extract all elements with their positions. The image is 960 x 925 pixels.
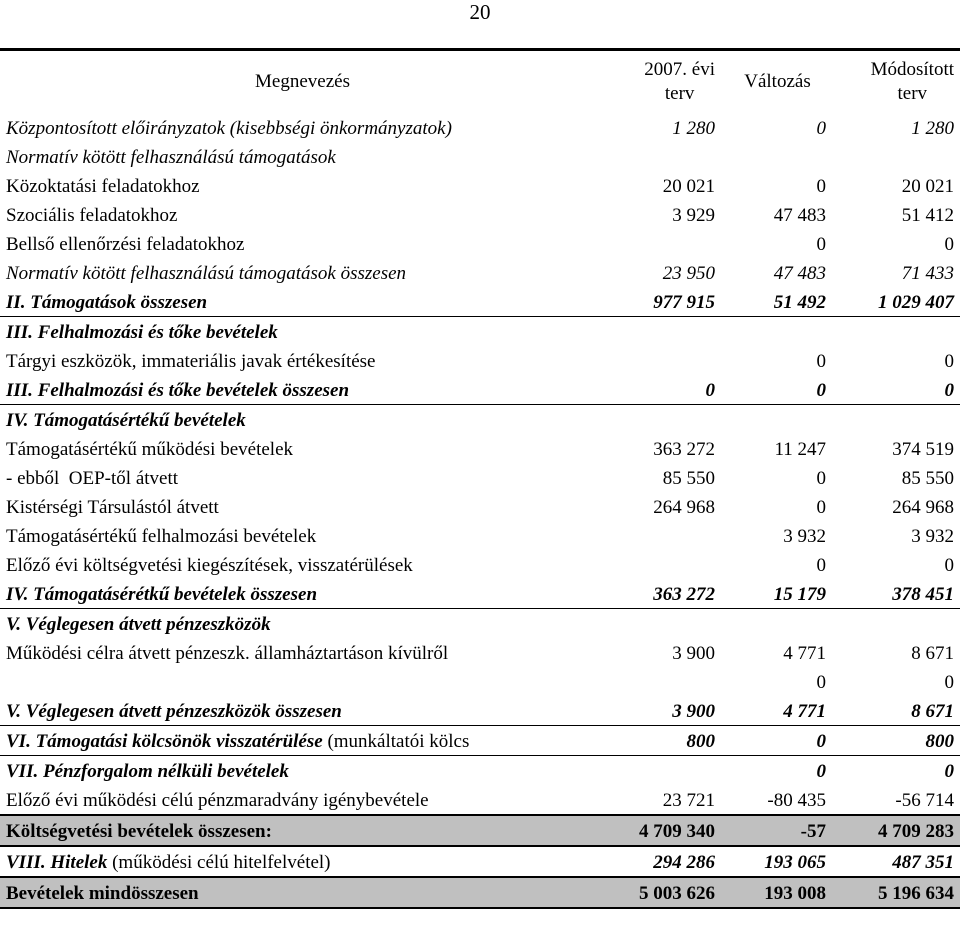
row-change: 0 — [816, 761, 826, 782]
row-name: IV. Támogatásérétkű bevételek összesen — [0, 579, 603, 609]
header-modified — [832, 50, 960, 114]
row-modified: 8 671 — [832, 696, 960, 726]
table-row — [0, 726, 960, 756]
row-name: Költségvetési bevételek összesen: — [0, 815, 603, 846]
table-row — [0, 609, 960, 639]
row-plan — [603, 667, 721, 696]
row-plan — [603, 317, 721, 347]
row-change: 0 — [816, 468, 826, 489]
table-row — [0, 785, 960, 815]
table-row — [0, 200, 960, 229]
header-name: Megnevezés — [0, 50, 603, 114]
row-name: Kistérségi Társulástól átvett — [6, 497, 219, 518]
header-modified-line1: Módosított — [870, 59, 954, 80]
row-plan: 800 — [603, 726, 721, 756]
table-row — [0, 877, 960, 908]
row-modified: 0 — [944, 234, 954, 255]
table-row — [0, 258, 960, 287]
header-plan-line2: terv — [664, 83, 695, 104]
row-modified: 8 671 — [911, 643, 954, 664]
header-plan — [603, 50, 721, 114]
table-row — [0, 815, 960, 846]
row-modified: 71 433 — [901, 263, 954, 284]
row-plan: 3 900 — [672, 643, 715, 664]
row-name-main: VI. Támogatási kölcsönök visszatérülése — [6, 731, 323, 752]
row-name-suffix: (működési célú hitelfelvétel) — [107, 852, 331, 873]
row-name: Előző évi költségvetési kiegészítések, visszatérülések — [6, 555, 413, 576]
table-row — [0, 171, 960, 200]
row-change: 0 — [816, 118, 826, 139]
row-modified: 4 709 283 — [832, 815, 960, 846]
row-change: 0 — [816, 234, 826, 255]
row-modified: 85 550 — [901, 468, 954, 489]
row-modified — [832, 317, 960, 347]
row-change: 0 — [816, 176, 826, 197]
table-row — [0, 405, 960, 435]
row-plan: 20 021 — [662, 176, 715, 197]
row-modified: 487 351 — [892, 852, 954, 873]
table-header-row — [0, 50, 960, 114]
row-plan: 363 272 — [603, 579, 721, 609]
row-name: Működési célra átvett pénzeszk. államháztartáson kívülről — [6, 643, 449, 664]
row-change: 3 932 — [783, 526, 826, 547]
row-plan — [603, 346, 721, 375]
row-change: 11 247 — [774, 439, 826, 460]
row-modified: 800 — [832, 726, 960, 756]
row-modified: 378 451 — [832, 579, 960, 609]
row-plan — [603, 521, 721, 550]
table-row — [0, 550, 960, 579]
row-change: 0 — [721, 726, 832, 756]
row-name: Bellső ellenőrzési feladatokhoz — [6, 234, 245, 255]
row-modified: 0 — [944, 555, 954, 576]
row-change: 15 179 — [721, 579, 832, 609]
row-change: 0 — [816, 672, 826, 693]
row-name: Támogatásértékű felhalmozási bevételek — [6, 526, 317, 547]
row-plan: 264 968 — [653, 497, 715, 518]
row-modified: 3 932 — [911, 526, 954, 547]
row-name: Közoktatási feladatokhoz — [6, 176, 200, 197]
row-change: 193 065 — [764, 852, 826, 873]
row-plan: 977 915 — [603, 287, 721, 317]
row-plan: 85 550 — [662, 468, 715, 489]
table-row — [0, 142, 960, 171]
row-name-suffix: (munkáltatói kölcs — [322, 731, 470, 752]
row-plan — [603, 229, 721, 258]
revenue-table — [0, 48, 960, 909]
row-plan — [603, 142, 721, 171]
table-row — [0, 521, 960, 550]
row-change — [721, 405, 832, 435]
row-change: 0 — [721, 375, 832, 405]
header-change: Változás — [721, 50, 832, 114]
row-name: - ebből OEP-től átvett — [6, 468, 179, 489]
row-plan: 23 950 — [662, 263, 715, 284]
row-name: V. Véglegesen átvett pénzeszközök összesen — [0, 696, 603, 726]
table-row — [0, 317, 960, 347]
table-row — [0, 696, 960, 726]
row-change: -80 435 — [767, 790, 826, 811]
table-row — [0, 375, 960, 405]
row-plan: 5 003 626 — [603, 877, 721, 908]
row-modified — [832, 609, 960, 639]
header-plan-line1: 2007. évi — [644, 59, 715, 80]
row-name: Normatív kötött felhasználású támogatások összesen — [6, 263, 407, 284]
row-modified — [832, 142, 960, 171]
header-modified-line2: terv — [897, 83, 928, 104]
row-modified: 1 029 407 — [832, 287, 960, 317]
row-plan: 3 929 — [672, 205, 715, 226]
row-name: Központosított előirányzatok (kisebbségi önkormányzatok) — [6, 118, 452, 139]
row-modified: 0 — [944, 672, 954, 693]
row-change — [721, 142, 832, 171]
row-change: 0 — [816, 555, 826, 576]
row-name: Bevételek mindösszesen — [0, 877, 603, 908]
row-modified: 0 — [832, 375, 960, 405]
row-name: Normatív kötött felhasználású támogatások — [6, 147, 336, 168]
table-row — [0, 113, 960, 142]
row-plan: 363 272 — [653, 439, 715, 460]
row-plan: 3 900 — [603, 696, 721, 726]
table-row — [0, 638, 960, 667]
table-row — [0, 756, 960, 786]
row-plan: 294 286 — [653, 852, 715, 873]
row-name: VII. Pénzforgalom nélküli bevételek — [6, 761, 289, 782]
row-name-main: VIII. Hitelek — [6, 852, 108, 873]
row-plan — [603, 405, 721, 435]
row-change — [721, 317, 832, 347]
row-name: III. Felhalmozási és tőke bevételek — [6, 322, 278, 343]
table-row — [0, 434, 960, 463]
row-change: 0 — [816, 351, 826, 372]
table-row — [0, 463, 960, 492]
row-plan: 0 — [603, 375, 721, 405]
row-modified: 1 280 — [911, 118, 954, 139]
row-change: 51 492 — [721, 287, 832, 317]
row-change: 47 483 — [773, 205, 826, 226]
page-number: 20 — [469, 0, 491, 24]
table-row — [0, 579, 960, 609]
table-row — [0, 287, 960, 317]
row-name: Előző évi működési célú pénzmaradvány igénybevétele — [6, 790, 429, 811]
row-plan: 4 709 340 — [603, 815, 721, 846]
row-modified: -56 714 — [895, 790, 954, 811]
row-name: II. Támogatások összesen — [0, 287, 603, 317]
row-change: -57 — [721, 815, 832, 846]
row-plan: 23 721 — [662, 790, 715, 811]
table-row — [0, 492, 960, 521]
row-change: 4 771 — [721, 696, 832, 726]
table-row — [0, 667, 960, 696]
row-name: III. Felhalmozási és tőke bevételek összesen — [0, 375, 603, 405]
row-modified: 51 412 — [901, 205, 954, 226]
row-name: Szociális feladatokhoz — [6, 205, 178, 226]
row-modified: 374 519 — [892, 439, 954, 460]
row-name — [0, 726, 603, 756]
row-change: 0 — [816, 497, 826, 518]
row-modified: 20 021 — [901, 176, 954, 197]
row-modified — [832, 405, 960, 435]
table-row — [0, 846, 960, 877]
row-change: 193 008 — [721, 877, 832, 908]
row-name: Támogatásértékű működési bevételek — [6, 439, 294, 460]
row-change — [721, 609, 832, 639]
row-change: 4 771 — [783, 643, 826, 664]
row-name — [0, 846, 603, 877]
row-name: V. Véglegesen átvett pénzeszközök — [6, 614, 271, 635]
row-change: 47 483 — [773, 263, 826, 284]
row-plan — [603, 609, 721, 639]
table-row — [0, 229, 960, 258]
row-plan — [603, 756, 721, 786]
row-modified: 264 968 — [892, 497, 954, 518]
row-modified: 0 — [944, 761, 954, 782]
row-plan: 1 280 — [672, 118, 715, 139]
table-row — [0, 346, 960, 375]
row-modified: 5 196 634 — [832, 877, 960, 908]
row-modified: 0 — [944, 351, 954, 372]
row-plan — [603, 550, 721, 579]
row-name: IV. Támogatásértékű bevételek — [6, 410, 246, 431]
row-name: Tárgyi eszközök, immateriális javak értékesítése — [6, 351, 376, 372]
row-name — [0, 667, 603, 696]
